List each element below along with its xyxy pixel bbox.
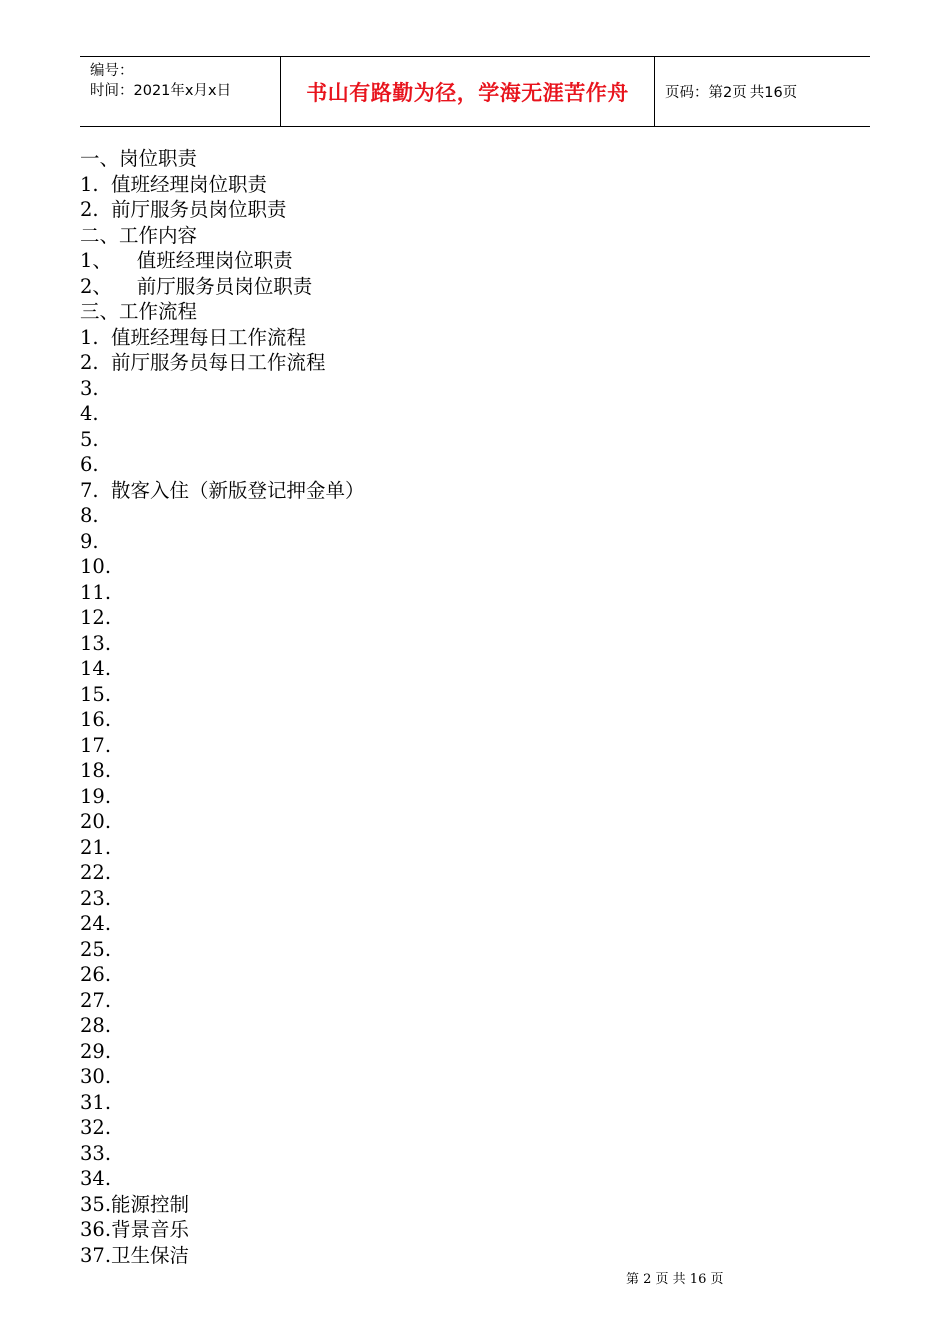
outline-item: 2. 前厅服务员岗位职责 — [80, 198, 287, 221]
outline-item: 2、 前厅服务员岗位职责 — [80, 274, 313, 298]
date-label: 时间：2021年x月x日 — [90, 83, 232, 99]
outline-item: 1. 值班经理每日工作流程 — [80, 325, 307, 349]
header-meta-cell — [80, 57, 281, 126]
outline-item: 4. — [80, 402, 99, 425]
outline-item: 二、工作内容 — [80, 223, 198, 247]
outline-item: 23. — [80, 886, 112, 910]
outline-item: 三、工作流程 — [80, 300, 198, 323]
outline-item: 5. — [80, 427, 99, 451]
outline-item: 13. — [80, 631, 112, 655]
outline-item: 一、岗位职责 — [80, 147, 198, 170]
outline-item: 35.能源控制 — [80, 1192, 190, 1216]
total-pages-label: 共16页 — [749, 85, 798, 101]
outline-item: 21. — [80, 835, 112, 859]
table-of-contents — [80, 146, 860, 1268]
outline-item: 17. — [80, 733, 112, 757]
outline-item: 3. — [80, 376, 99, 400]
outline-item: 1、 值班经理岗位职责 — [80, 249, 293, 272]
outline-item: 29. — [80, 1039, 112, 1063]
outline-item: 7. 散客入住（新版登记押金单） — [80, 478, 365, 502]
outline-item: 34. — [80, 1167, 112, 1190]
outline-item: 22. — [80, 861, 112, 884]
outline-item: 36.背景音乐 — [80, 1218, 190, 1241]
outline-item: 26. — [80, 963, 112, 986]
header-motto-cell — [281, 57, 655, 126]
outline-item: 15. — [80, 682, 112, 706]
outline-item: 2. 前厅服务员每日工作流程 — [80, 351, 326, 374]
outline-item: 6. — [80, 453, 99, 476]
outline-item: 11. — [80, 580, 112, 604]
outline-item: 19. — [80, 784, 112, 808]
outline-item: 1. 值班经理岗位职责 — [80, 172, 268, 196]
outline-item: 20. — [80, 810, 112, 833]
page-footer: 第 2 页 共 16 页 — [626, 1272, 724, 1287]
outline-item: 8. — [80, 504, 99, 527]
outline-item: 30. — [80, 1065, 112, 1088]
outline-item: 32. — [80, 1116, 112, 1139]
doc-number-label: 编号： — [90, 63, 134, 79]
outline-item: 10. — [80, 555, 112, 578]
header-page-cell — [655, 57, 870, 126]
outline-item: 25. — [80, 937, 112, 961]
outline-item: 37.卫生保洁 — [80, 1243, 190, 1267]
outline-item: 16. — [80, 708, 112, 731]
outline-item: 28. — [80, 1014, 112, 1037]
page-header — [80, 56, 870, 127]
page-number-label: 页码：第2页 — [665, 85, 747, 101]
motto-text: 书山有路勤为径，学海无涯苦作舟 — [306, 80, 629, 105]
outline-item: 18. — [80, 759, 112, 782]
outline-item: 31. — [80, 1090, 112, 1114]
outline-item: 9. — [80, 529, 99, 553]
outline-item: 24. — [80, 912, 112, 935]
outline-item: 33. — [80, 1141, 112, 1165]
outline-item: 14. — [80, 657, 112, 680]
outline-item: 27. — [80, 988, 112, 1012]
outline-item: 12. — [80, 606, 112, 629]
